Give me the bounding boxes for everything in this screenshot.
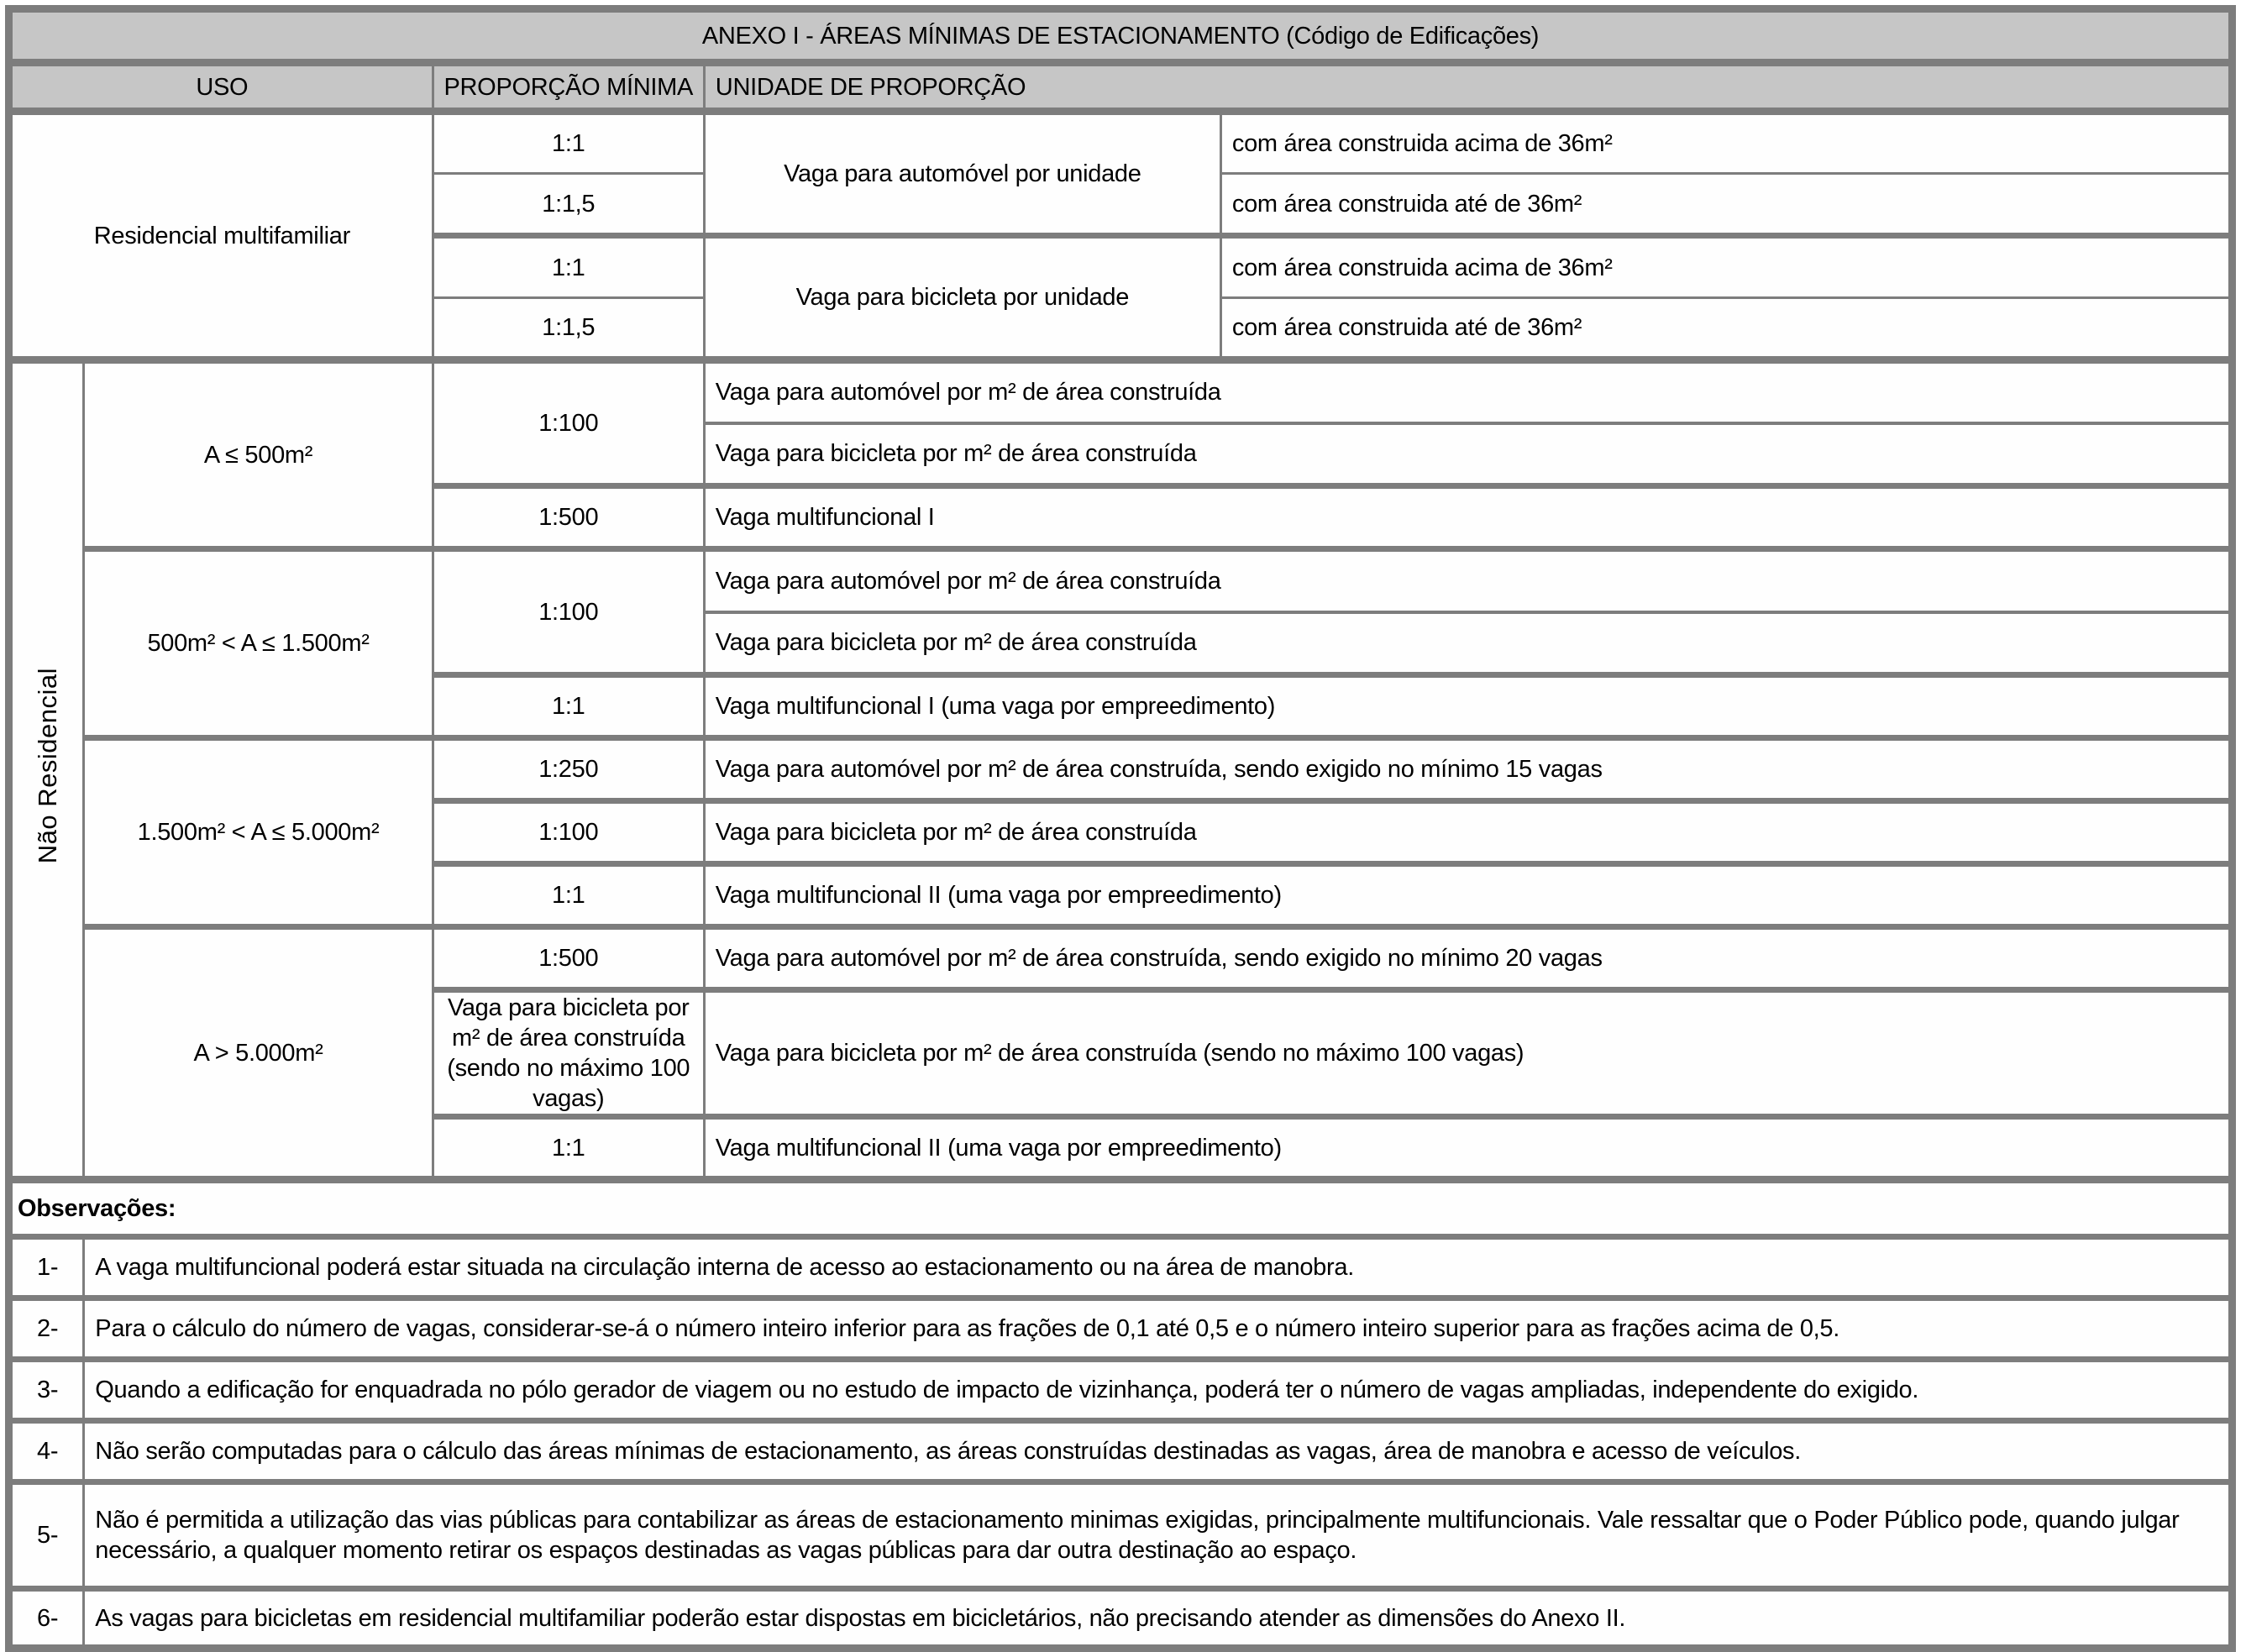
nr-prop-0-2: 1:500 bbox=[433, 486, 704, 549]
obs-num-1: 1- bbox=[9, 1237, 84, 1298]
res-unidade-automovel: Vaga para automóvel por unidade bbox=[704, 112, 1220, 236]
nr-faixa-3: A > 5.000m² bbox=[84, 927, 433, 1180]
nr-prop-1-2: 1:1 bbox=[433, 675, 704, 738]
obs-num-4: 4- bbox=[9, 1421, 84, 1482]
res-unidade-bicicleta: Vaga para bicicleta por unidade bbox=[704, 236, 1220, 360]
nr-unit-2-2: Vaga multifuncional II (uma vaga por empreedimento) bbox=[704, 864, 2232, 927]
res-proporcao-0: 1:1 bbox=[433, 112, 704, 174]
res-cond-1: com área construida até de 36m² bbox=[1220, 174, 2232, 236]
nr-faixa-2: 1.500m² < A ≤ 5.000m² bbox=[84, 738, 433, 927]
nr-prop-0-0: 1:100 bbox=[433, 360, 704, 486]
obs-text-1: A vaga multifuncional poderá estar situada na circulação interna de acesso ao estacionamento ou na área de manobra. bbox=[84, 1237, 2233, 1298]
nr-prop-3-1: Vaga para bicicleta por m² de área construída (sendo no máximo 100 vagas) bbox=[433, 990, 704, 1117]
nr-section-cell bbox=[9, 360, 84, 1180]
nr-vertical-label: Não Residencial bbox=[32, 668, 62, 864]
res-cond-3: com área construida até de 36m² bbox=[1220, 298, 2232, 360]
nr-unit-1-1: Vaga para bicicleta por m² de área construída bbox=[704, 612, 2232, 675]
obs-text-3: Quando a edificação for enquadrada no pólo gerador de viagem ou no estudo de impacto de vizinhança, poderá ter o número de vagas ampliadas, independente do exigido. bbox=[84, 1360, 2233, 1421]
nr-prop-2-0: 1:250 bbox=[433, 738, 704, 801]
res-proporcao-2: 1:1 bbox=[433, 236, 704, 298]
nr-unit-2-1: Vaga para bicicleta por m² de área construída bbox=[704, 801, 2232, 864]
nr-unit-3-1: Vaga para bicicleta por m² de área construída (sendo no máximo 100 vagas) bbox=[704, 990, 2232, 1117]
obs-text-5: Não é permitida a utilização das vias públicas para contabilizar as áreas de estacionamento minimas exigidas, principalmente multifuncionais. Vale ressaltar que o Poder Público pode, quando julgar necessário, a qualquer momento retirar os espaços destinadas as vagas públicas para dar outra destinação ao espaço. bbox=[84, 1482, 2233, 1589]
nr-prop-3-0: 1:500 bbox=[433, 927, 704, 990]
obs-text-6: As vagas para bicicletas em residencial multifamiliar poderão estar dispostas em bicicletários, não precisando atender as dimensões do Anexo II. bbox=[84, 1589, 2233, 1649]
obs-text-2: Para o cálculo do número de vagas, considerar-se-á o número inteiro inferior para as frações de 0,1 até 0,5 e o número inteiro superior para as frações acima de 0,5. bbox=[84, 1298, 2233, 1360]
col-header-uso: USO bbox=[9, 63, 433, 112]
nr-faixa-1: 500m² < A ≤ 1.500m² bbox=[84, 549, 433, 738]
nr-unit-0-1: Vaga para bicicleta por m² de área construída bbox=[704, 423, 2232, 486]
nr-unit-0-0: Vaga para automóvel por m² de área construída bbox=[704, 360, 2232, 423]
nr-prop-1-0: 1:100 bbox=[433, 549, 704, 675]
table-title: ANEXO I - ÁREAS MÍNIMAS DE ESTACIONAMENTO (Código de Edificações) bbox=[9, 9, 2233, 63]
nr-unit-1-0: Vaga para automóvel por m² de área construída bbox=[704, 549, 2232, 612]
nr-unit-3-2: Vaga multifuncional II (uma vaga por empreedimento) bbox=[704, 1117, 2232, 1180]
nr-unit-0-2: Vaga multifuncional I bbox=[704, 486, 2232, 549]
res-cond-2: com área construida acima de 36m² bbox=[1220, 236, 2232, 298]
nr-faixa-0: A ≤ 500m² bbox=[84, 360, 433, 549]
col-header-proporcao: PROPORÇÃO MÍNIMA bbox=[433, 63, 704, 112]
obs-num-6: 6- bbox=[9, 1589, 84, 1649]
res-proporcao-3: 1:1,5 bbox=[433, 298, 704, 360]
nr-prop-2-2: 1:1 bbox=[433, 864, 704, 927]
res-proporcao-1: 1:1,5 bbox=[433, 174, 704, 236]
nr-unit-3-0: Vaga para automóvel por m² de área construída, sendo exigido no mínimo 20 vagas bbox=[704, 927, 2232, 990]
col-header-unidade: UNIDADE DE PROPORÇÃO bbox=[704, 63, 2232, 112]
nr-unit-2-0: Vaga para automóvel por m² de área construída, sendo exigido no mínimo 15 vagas bbox=[704, 738, 2232, 801]
obs-num-2: 2- bbox=[9, 1298, 84, 1360]
obs-num-3: 3- bbox=[9, 1360, 84, 1421]
obs-text-4: Não serão computadas para o cálculo das áreas mínimas de estacionamento, as áreas construídas destinadas as vagas, área de manobra e acesso de veículos. bbox=[84, 1421, 2233, 1482]
res-uso-cell: Residencial multifamiliar bbox=[9, 112, 433, 360]
nr-unit-1-2: Vaga multifuncional I (uma vaga por empreedimento) bbox=[704, 675, 2232, 738]
res-cond-0: com área construida acima de 36m² bbox=[1220, 112, 2232, 174]
annex-table bbox=[5, 5, 2236, 1652]
obs-num-5: 5- bbox=[9, 1482, 84, 1589]
nr-prop-2-1: 1:100 bbox=[433, 801, 704, 864]
obs-title: Observações: bbox=[9, 1180, 2233, 1237]
nr-prop-3-2: 1:1 bbox=[433, 1117, 704, 1180]
